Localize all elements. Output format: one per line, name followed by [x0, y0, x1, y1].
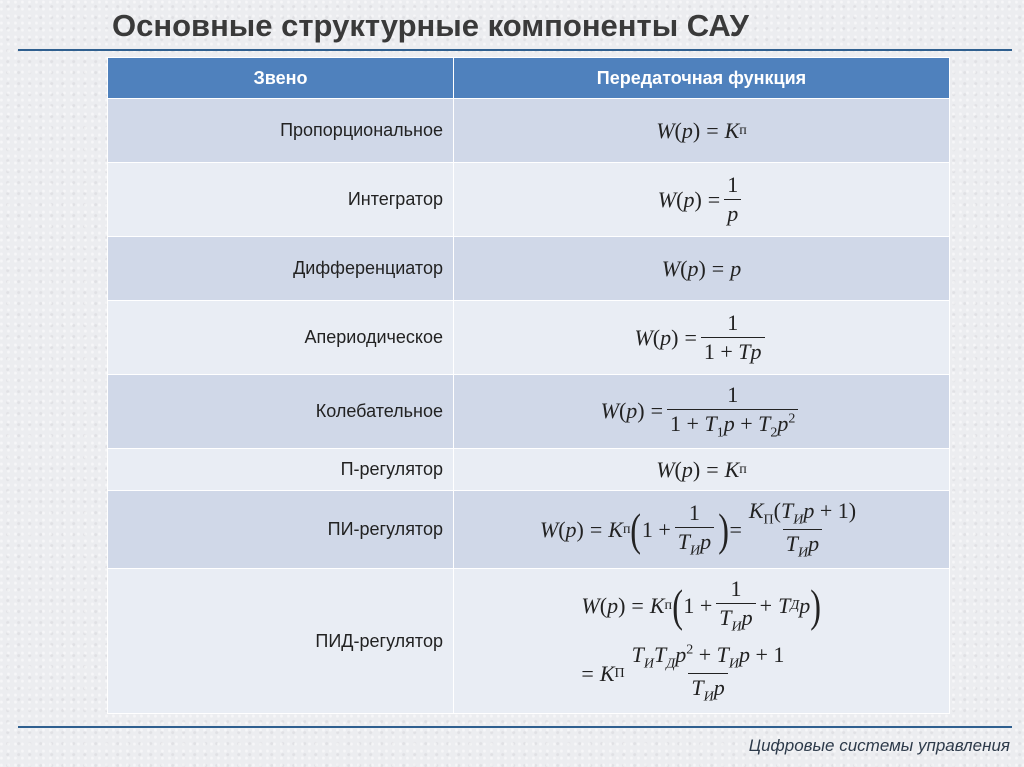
table-row: [108, 375, 950, 449]
table-row: [108, 569, 950, 714]
formula-aperiodic: W ( p ) = $\frac{1}{1 + Tp}$: [634, 310, 768, 365]
row-formula: [454, 99, 950, 163]
table-row: [108, 491, 950, 569]
table-row: [108, 449, 950, 491]
components-table: [107, 57, 950, 714]
slide-title: Основные структурные компоненты САУ: [112, 8, 749, 43]
row-formula: [454, 569, 950, 714]
column-header-transfer-function: Передаточная функция: [454, 58, 950, 99]
row-name: Апериодическое: [108, 301, 454, 375]
footer-text: Цифровые системы управления: [748, 736, 1010, 755]
formula-differentiator: W ( p ) = p: [661, 255, 742, 281]
table-row: [108, 163, 950, 237]
formula-proportional: W ( p ) = K п: [656, 117, 747, 143]
row-formula: [454, 163, 950, 237]
row-formula: [454, 449, 950, 491]
row-name: П-регулятор: [108, 449, 454, 491]
row-name: Пропорциональное: [108, 99, 454, 163]
row-formula: [454, 301, 950, 375]
row-formula: [454, 491, 950, 569]
row-name: ПИД-регулятор: [108, 569, 454, 714]
table-header-row: [108, 58, 950, 99]
row-formula: [454, 237, 950, 301]
row-name: Дифференциатор: [108, 237, 454, 301]
column-header-link: Звено: [108, 58, 454, 99]
table-row: [108, 301, 950, 375]
footer-divider: [18, 726, 1012, 728]
formula-p-controller: W ( p ) = K п: [656, 456, 747, 482]
row-formula: [454, 375, 950, 449]
formula-pid-controller: W ( p ) = K п ( 1 + $\frac{1}{T_Иp}$ + T Д p ) = K П $\frac{T_ИT_Дp^2 + T_Иp + 1}{T_Иp}$: [581, 576, 822, 705]
row-name: Интегратор: [108, 163, 454, 237]
formula-pi-controller: W ( p ) = K п ( 1 + $\frac{1}{T_Иp}$ ) = $\frac{K_П(T_Иp + 1)}{T_Иp}$: [539, 497, 857, 561]
row-name: ПИ-регулятор: [108, 491, 454, 569]
formula-integrator: W ( p ) = $\frac{1}{p}$: [658, 172, 745, 227]
formula-oscillatory: W ( p ) = $\frac{1}{1 + T_1p + T_2p^2}$: [601, 382, 803, 441]
table-row: [108, 237, 950, 301]
row-name: Колебательное: [108, 375, 454, 449]
title-divider: [18, 49, 1012, 51]
table-row: [108, 99, 950, 163]
